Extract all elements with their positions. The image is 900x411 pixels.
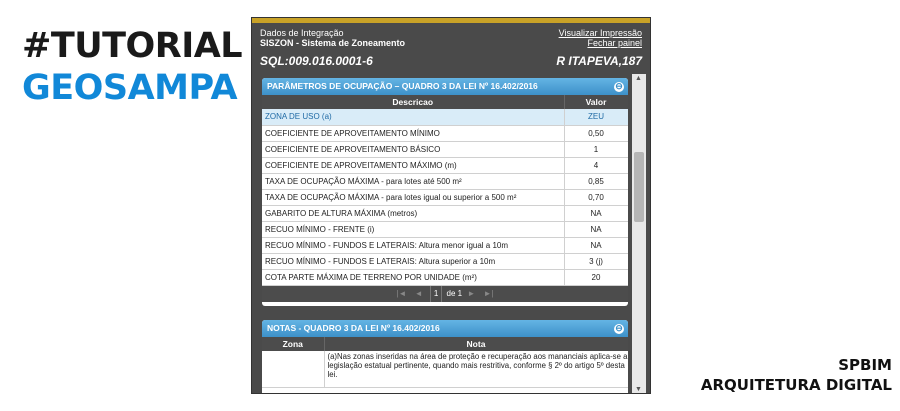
- row-desc: TAXA DE OCUPAÇÃO MÁXIMA - para lotes igual ou superior a 500 m²: [262, 189, 564, 205]
- row-value: 0,70: [564, 189, 628, 205]
- notes-title-text: NOTAS - QUADRO 3 DA LEI Nº 16.402/2016: [267, 323, 440, 333]
- col-header-nota[interactable]: Nota: [324, 337, 628, 351]
- params-header-row: [262, 95, 628, 109]
- row-desc: RECUO MÍNIMO - FUNDOS E LATERAIS: Altura menor igual a 10m: [262, 237, 564, 253]
- panel-title: Dados de Integração: [260, 28, 344, 38]
- notes-section-title[interactable]: [262, 320, 628, 337]
- first-page-button[interactable]: |◄: [396, 288, 407, 298]
- collapse-icon[interactable]: ⊖: [615, 323, 623, 333]
- next-page-button[interactable]: ►: [467, 288, 476, 298]
- row-value: ZEU: [564, 109, 628, 125]
- note-zona: [262, 351, 324, 387]
- row-desc: GABARITO DE ALTURA MÁXIMA (metros): [262, 205, 564, 221]
- row-value: NA: [564, 237, 628, 253]
- col-header-descricao[interactable]: Descricao: [262, 95, 564, 109]
- footer-arquitetura-digital: ARQUITETURA DIGITAL: [700, 376, 892, 394]
- notes-table: [262, 337, 628, 388]
- table-row[interactable]: [262, 141, 628, 157]
- brand-tutorial: #TUTORIAL: [22, 26, 243, 66]
- prev-page-button[interactable]: ◄: [414, 288, 423, 298]
- row-value: 3 (j): [564, 253, 628, 269]
- table-row[interactable]: [262, 173, 628, 189]
- panel-content: [258, 74, 630, 394]
- panel-links: [559, 28, 642, 48]
- page-number-input[interactable]: 1: [430, 286, 442, 302]
- page-total: de 1: [446, 288, 463, 298]
- panel-subtitle: SISZON - Sistema de Zoneamento: [260, 38, 406, 48]
- table-row[interactable]: [262, 157, 628, 173]
- notes-header-row: [262, 337, 628, 351]
- params-section-title[interactable]: [262, 78, 628, 95]
- params-section: [262, 78, 628, 306]
- row-value: 20: [564, 269, 628, 285]
- table-row[interactable]: [262, 351, 628, 387]
- pager: [262, 286, 628, 302]
- row-value: 4: [564, 157, 628, 173]
- row-desc: RECUO MÍNIMO - FUNDOS E LATERAIS: Altura superior a 10m: [262, 253, 564, 269]
- table-row[interactable]: [262, 269, 628, 285]
- table-row[interactable]: [262, 125, 628, 141]
- note-text: (a)Nas zonas inseridas na área de proteção e recuperação aos mananciais aplica-se a legislação estatual pertinente, quando mais restritiva, conforme § 2º do artigo 5º desta lei.: [324, 351, 628, 387]
- panel-header: [260, 28, 405, 48]
- address: R ITAPEVA,187: [556, 54, 642, 68]
- table-row[interactable]: [262, 237, 628, 253]
- table-row[interactable]: [262, 221, 628, 237]
- row-desc: COEFICIENTE DE APROVEITAMENTO MÍNIMO: [262, 125, 564, 141]
- vertical-scrollbar[interactable]: [632, 74, 646, 394]
- collapse-icon[interactable]: ⊖: [615, 81, 623, 91]
- table-row[interactable]: [262, 109, 628, 125]
- scrollbar-thumb[interactable]: [634, 152, 644, 222]
- params-title-text: PARÂMETROS DE OCUPAÇÃO – QUADRO 3 DA LEI Nº 16.402/2016: [267, 81, 538, 91]
- row-desc: ZONA DE USO (a): [262, 109, 564, 125]
- print-preview-link[interactable]: Visualizar Impressão: [558, 28, 642, 38]
- col-header-zona[interactable]: Zona: [262, 337, 324, 351]
- row-desc: TAXA DE OCUPAÇÃO MÁXIMA - para lotes até 500 m²: [262, 173, 564, 189]
- params-table: [262, 95, 628, 286]
- row-value: NA: [564, 205, 628, 221]
- table-row[interactable]: [262, 205, 628, 221]
- sql-code: SQL:009.016.0001-6: [260, 54, 373, 68]
- row-desc: COEFICIENTE DE APROVEITAMENTO BÁSICO: [262, 141, 564, 157]
- table-row[interactable]: [262, 253, 628, 269]
- row-desc: COEFICIENTE DE APROVEITAMENTO MÁXIMO (m): [262, 157, 564, 173]
- integration-panel: [251, 17, 651, 394]
- row-value: 1: [564, 141, 628, 157]
- panel-top-bar: [252, 18, 651, 23]
- row-value: NA: [564, 221, 628, 237]
- close-panel-link[interactable]: Fechar painel: [587, 38, 642, 48]
- row-value: 0,85: [564, 173, 628, 189]
- brand-geosampa: GEOSAMPA: [22, 68, 238, 108]
- table-row[interactable]: [262, 189, 628, 205]
- footer-spbim: SPBIM: [838, 356, 892, 374]
- last-page-button[interactable]: ►|: [483, 288, 494, 298]
- row-desc: RECUO MÍNIMO - FRENTE (i): [262, 221, 564, 237]
- notes-section: [262, 320, 628, 394]
- col-header-valor[interactable]: Valor: [564, 95, 628, 109]
- scroll-up-icon[interactable]: ▲: [635, 75, 642, 82]
- row-value: 0,50: [564, 125, 628, 141]
- scroll-down-icon[interactable]: ▼: [635, 386, 642, 393]
- row-desc: COTA PARTE MÁXIMA DE TERRENO POR UNIDADE (m²): [262, 269, 564, 285]
